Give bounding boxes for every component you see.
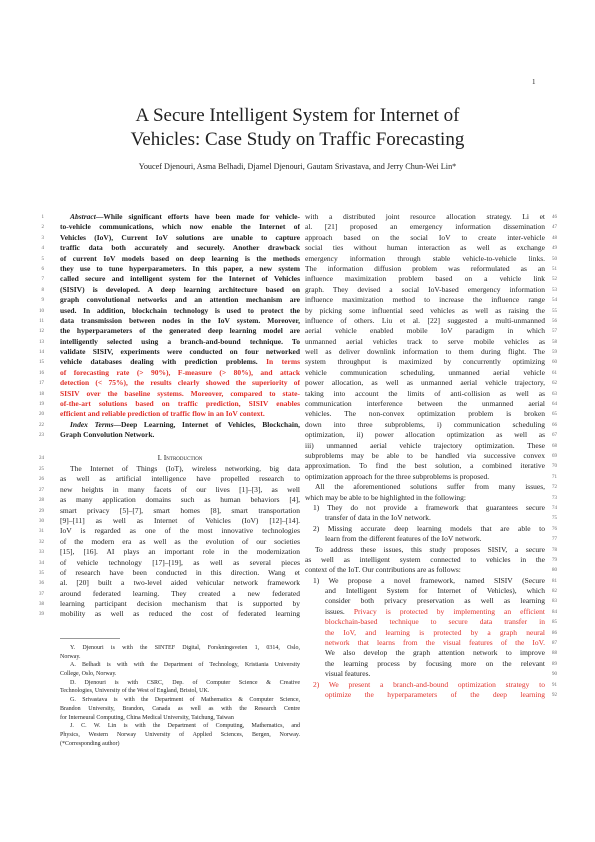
right-column-line: optimize the hyperparameters of the deep learning	[325, 689, 545, 699]
line-number: 29	[39, 508, 44, 514]
line-number: 77	[552, 537, 557, 543]
abstract	[60, 212, 300, 420]
line-number: 8	[41, 287, 44, 293]
line-number: 37	[39, 591, 44, 597]
right-column-line: subproblems may be able to be handled via successive convex	[305, 450, 545, 460]
line-number: 68	[552, 443, 557, 449]
line-number: 33	[39, 550, 44, 556]
right-column-line: blockchain-based technique to secure data transfer in	[325, 617, 545, 627]
line-number: 85	[552, 620, 557, 626]
right-column-line: and Intelligent System for Internet of Vehicles), which	[325, 586, 545, 596]
line-number: 49	[552, 246, 557, 252]
line-number: 31	[39, 529, 44, 535]
line-number: 13	[39, 339, 44, 345]
line-number: 86	[552, 630, 557, 636]
line-number: 70	[552, 464, 557, 470]
right-column-line: unmanned aerial vehicles track to serve mobile vehicles as	[305, 336, 545, 346]
abstract-line: of forecasting rate (> 90%), F-measure (> 80%), and attack	[60, 367, 300, 377]
line-number: 65	[552, 412, 557, 418]
line-number: 5	[41, 256, 44, 262]
right-column-line: down into three subproblems, i) communication scheduling	[305, 419, 545, 429]
right-column-line: by picking some influential seed vehicles as well as raising the	[305, 305, 545, 315]
line-number: 59	[552, 350, 557, 356]
right-column-line: consider both privacy preservation as well as learning	[325, 596, 545, 606]
intro-line: as many application domains such as human behaviors [4],	[60, 495, 300, 505]
intro-line: [15], [16]. AI plays an important role in the modernization	[60, 547, 300, 557]
line-number: 24	[39, 456, 44, 461]
footnote-line: (*Corresponding author)	[60, 740, 120, 747]
abstract-line: of-the-art solutions based on traffic prediction, SISIV enables	[60, 399, 300, 409]
line-number: 20	[39, 412, 44, 418]
line-number: 57	[552, 329, 557, 335]
line-number: 22	[39, 423, 44, 428]
line-number: 83	[552, 599, 557, 605]
right-column-line: optimization approach for the three subproblems is proposed.	[305, 471, 490, 481]
line-number: 7	[41, 277, 44, 283]
line-number: 46	[552, 215, 557, 220]
right-column-line: 2) We present a branch-and-bound optimization strategy to	[313, 679, 545, 689]
line-number: 54	[552, 298, 557, 304]
intro-line: The Internet of Things (IoT), wireless networking, big data	[70, 464, 300, 473]
footnote-line: A. Belhadi is with with the Department of Technology, Kristiania University	[70, 662, 300, 669]
index-terms	[60, 420, 300, 441]
line-number: 66	[552, 422, 557, 428]
line-number: 84	[552, 609, 557, 615]
right-column-line: optimization, ii) power allocation optimization as well as	[305, 430, 545, 440]
right-column-line: To address these issues, this study proposes SISIV, a secure	[315, 544, 545, 554]
footnote-line: Brandon University, Brandon, Canada as well as with the Research Centre	[60, 705, 300, 712]
line-number: 27	[39, 487, 44, 493]
line-number: 82	[552, 589, 557, 595]
intro-line: mobility as well as reduced the cost of federated learning	[60, 609, 300, 619]
line-number: 3	[41, 235, 44, 241]
index-terms-line: Index Terms—Deep Learning, Internet of Vehicles, Blockchain,	[70, 420, 300, 429]
line-number: 79	[552, 557, 557, 563]
footnote-line: Technologies, University of the West of England, Bristol, UK.	[60, 688, 210, 695]
line-number: 19	[39, 402, 44, 408]
right-column-line: as well as intelligent system connected to vehicles in the	[305, 554, 545, 564]
right-column-line: communication interference between the unmanned aerial	[305, 399, 545, 409]
line-number: 26	[39, 477, 44, 483]
right-column-line: context of the IoT. Our contributions are as follows:	[305, 565, 461, 575]
line-number: 38	[39, 602, 44, 608]
line-number: 61	[552, 370, 557, 376]
abstract-line: traffic data both accurately and securely. Another drawback	[60, 243, 300, 253]
abstract-line: used. In addition, blockchain technology is used to protect the	[60, 305, 300, 315]
right-column-line: social ties without human interaction as well as exchange	[305, 243, 545, 253]
abstract-line: of current IoV models based on deep learning is the methods	[60, 253, 300, 263]
right-column-line: influence maximization problem based on a vehicle link	[305, 274, 545, 284]
footnote-line: College, Oslo, Norway.	[60, 671, 117, 678]
abstract-line: called secure and intelligent system for the Internet of Vehicles	[60, 274, 300, 284]
right-column-line: vehicles. The non-convex optimization problem is broken	[305, 409, 545, 419]
intro-line: learning participant decision mechanism that is supported by	[60, 599, 300, 609]
abstract-line: efficient and reliable prediction of traffic flow in an IoV context.	[60, 409, 265, 419]
line-number: 80	[552, 568, 557, 574]
right-column-line: the IoV, and learning is protected by a graph neural	[325, 627, 545, 637]
intro-line: around federated learning. They created a new federated	[60, 588, 300, 598]
line-number: 88	[552, 651, 557, 657]
footnote-rule	[60, 638, 120, 639]
line-number: 50	[552, 256, 557, 262]
right-column-line: which may be able to be highlighted in the following:	[305, 492, 467, 502]
line-number: 60	[552, 360, 557, 366]
abstract-line: Abstract—While significant efforts have been made for vehicle-	[70, 212, 300, 221]
line-number: 16	[39, 370, 44, 376]
line-number: 12	[39, 329, 44, 335]
line-number: 67	[552, 433, 557, 439]
footnote-line: for Interneural Computing, China Medical University, Taichung, Taiwan	[60, 714, 234, 721]
line-number: 53	[552, 287, 557, 293]
line-number: 34	[39, 560, 44, 566]
line-number: 58	[552, 339, 557, 345]
line-number: 69	[552, 453, 557, 459]
line-number: 15	[39, 360, 44, 366]
line-number: 10	[39, 308, 44, 314]
line-number: 75	[552, 516, 557, 522]
intro-line: new heights in many facets of our lives [1]–[3], as well	[60, 484, 300, 494]
footnote-line: G. Srivastava is with the Department of Mathematics & Computer Science,	[70, 697, 300, 704]
line-number: 90	[552, 672, 557, 678]
footnote-line: D. Djenouri is with CSRC, Dep. of Computer Science & Creative	[70, 679, 300, 686]
line-number: 4	[41, 246, 44, 252]
line-number: 6	[41, 266, 44, 272]
line-number: 30	[39, 518, 44, 524]
line-number: 36	[39, 581, 44, 587]
abstract-line: intelligently selected using a branch-and-bound technique. To	[60, 336, 300, 346]
right-column-line: approach based on the social IoV to create inter-vehicle	[305, 232, 545, 242]
line-number: 9	[41, 298, 44, 304]
right-column-line: vehicle communication scheduling, unmanned aerial vehicle	[305, 367, 545, 377]
line-number: 55	[552, 308, 557, 314]
right-column-line: visual features.	[325, 669, 371, 679]
abstract-line: detection (< 75%), the results clearly showed the superiority of	[60, 378, 300, 388]
line-number: 14	[39, 350, 44, 356]
right-column-line: emergency information through stable vehicle-to-vehicle links.	[305, 253, 545, 263]
line-number: 92	[552, 692, 557, 698]
line-number: 89	[552, 661, 557, 667]
line-number: 28	[39, 498, 44, 504]
line-number: 76	[552, 526, 557, 532]
line-number: 72	[552, 485, 557, 491]
abstract-line: validate SISIV, experiments were conducted on four networked	[60, 347, 300, 357]
abstract-line: data transmission between nodes in the IoV system. Moreover,	[60, 315, 300, 325]
index-terms-line: Graph Convolution Network.	[60, 430, 155, 440]
footnote-line: Norway.	[60, 653, 81, 660]
line-number: 71	[552, 474, 557, 480]
right-column-line: taking into account the limits of anti-collision as well as	[305, 388, 545, 398]
right-column-line: system throughput is maximized by concurrently optimizing	[305, 357, 545, 367]
abstract-line: Vehicles (IoV), Current IoV solutions are unable to capture	[60, 232, 300, 242]
line-number: 18	[39, 391, 44, 397]
abstract-line: the hyperparameters of the generated deep learning model are	[60, 326, 300, 336]
footnotes	[60, 644, 300, 748]
abstract-line: (SISIV) is developed. A deep learning architecture based on	[60, 284, 300, 294]
right-column-line: 1) They do not provide a framework that guarantees secure	[313, 502, 545, 512]
abstract-line: they use to tune hyperparameters. In this paper, a new system	[60, 263, 300, 273]
right-column-line: influence of others. Liu et al. [22] suggested a multi-unmanned	[305, 315, 545, 325]
footnote-line: Y. Djenouri is with the SINTEF Digital, Forskningsveien 1, 0314, Oslo,	[70, 645, 300, 651]
right-column-line: learn from the different features of the IoV network.	[325, 534, 482, 544]
right-column-line: with a distributed joint resource allocation strategy. Li et	[305, 212, 545, 221]
right-column-line: 1) We propose a novel framework, named SISIV (Secure	[313, 575, 545, 585]
author-list: Youcef Djenouri, Asma Belhadi, Djamel Djenouri, Gautam Srivastava, and Jerry Chun-Wei Lin*	[138, 162, 457, 171]
right-column-line: transfer of data in the IoV network.	[325, 513, 431, 523]
paper-title-line2: Vehicles: Case Study on Traffic Forecasting	[130, 129, 465, 150]
line-number: 64	[552, 402, 557, 408]
right-column-line: network that learns from the visual features of the IoV.	[325, 638, 545, 648]
right-column-line: We also develop the graph attention network to improve	[325, 648, 545, 658]
intro-line: of vehicle technology [17]–[19], as well as several pieces	[60, 557, 300, 567]
line-number: 52	[552, 277, 557, 283]
right-column-line: the learning process by focusing more on the relevant	[325, 658, 545, 668]
intro-line: smart privacy [5]–[7], smart homes [8], smart transportation	[60, 505, 300, 515]
line-number: 51	[552, 266, 557, 272]
introduction-text	[60, 464, 300, 620]
line-number: 2	[41, 225, 44, 231]
line-number: 32	[39, 539, 44, 545]
line-number: 47	[552, 225, 557, 231]
right-column-line: power allocation, as well as unmanned aerial vehicle trajectory,	[305, 378, 545, 388]
line-number: 62	[552, 381, 557, 387]
right-column-line: aerial vehicle enabled mobile IoV paradigm in which	[305, 326, 545, 336]
line-number: 73	[552, 495, 557, 501]
line-number: 17	[39, 381, 44, 387]
right-column-line: approximation. To find the best solution, a combined iterative	[305, 461, 545, 471]
line-number: 48	[552, 235, 557, 241]
line-number: 39	[39, 612, 44, 618]
intro-line: as well as artificial intelligence have propelled research to	[60, 474, 300, 484]
abstract-line: vehicle databases dealing with prediction problems. In terms	[60, 357, 300, 367]
abstract-line: graph convolutional networks and an attention mechanism are	[60, 295, 300, 305]
line-number: 91	[552, 682, 557, 688]
right-column-line: graph. They devised a social IoV-based emergency information	[305, 284, 545, 294]
footnote-line: Physics, Western Norway University of Applied Sciences, Bergen, Norway.	[60, 731, 300, 738]
line-number: 63	[552, 391, 557, 397]
page-number: 1	[532, 78, 536, 86]
abstract-line: SISIV over the baseline systems. Moreover, compared to state-	[60, 388, 300, 398]
line-number: 25	[39, 467, 44, 472]
intro-line: of research have been conducted in this direction. Wang et	[60, 567, 300, 577]
intro-line: IoV is regarded as one of the most innovative technologies	[60, 526, 300, 536]
line-number: 1	[41, 215, 44, 220]
right-column-line: influence maximization method to increase the influence range	[305, 295, 545, 305]
right-column-line: issues. Privacy is protected by implementing an efficient	[325, 606, 545, 616]
line-number: 11	[39, 318, 44, 324]
right-column-line: well as deliver downlink information to them during flight. The	[305, 347, 545, 357]
intro-line: of the modern era as well as the evolution of our societies	[60, 536, 300, 546]
line-number: 35	[39, 570, 44, 576]
line-number: 23	[39, 433, 44, 439]
right-column-line: The information diffusion problem was reformulated as an	[305, 263, 545, 273]
line-number: 78	[552, 547, 557, 553]
footnote-line: J. C. W. Lin is with the Department of Computing, Mathematics, and	[70, 723, 300, 730]
line-number: 56	[552, 318, 557, 324]
section-heading-introduction: I. Introduction	[157, 453, 203, 462]
right-column-line: 2) Missing accurate deep learning models that are able to	[313, 523, 545, 533]
right-column-line: All the aforementioned solutions suffer from many issues,	[315, 482, 545, 492]
line-number: 81	[552, 578, 557, 584]
line-number: 87	[552, 641, 557, 647]
intro-line: al. [20] built a two-level aided vehicular network framework	[60, 578, 300, 588]
right-column-line: iii) unmanned aerial vehicle trajectory optimization. These	[305, 440, 545, 450]
intro-line: [9]–[11] as well as Internet of Vehicles (IoV) [12]–[14].	[60, 515, 300, 525]
line-number: 74	[552, 505, 557, 511]
abstract-line: to-vehicle communications, which now enable the Internet of	[60, 222, 300, 232]
right-column-text	[305, 212, 545, 700]
paper-title-line1: A Secure Intelligent System for Internet of	[135, 105, 460, 126]
right-column-line: al. [21] proposed an emergency information dissemination	[305, 222, 545, 232]
